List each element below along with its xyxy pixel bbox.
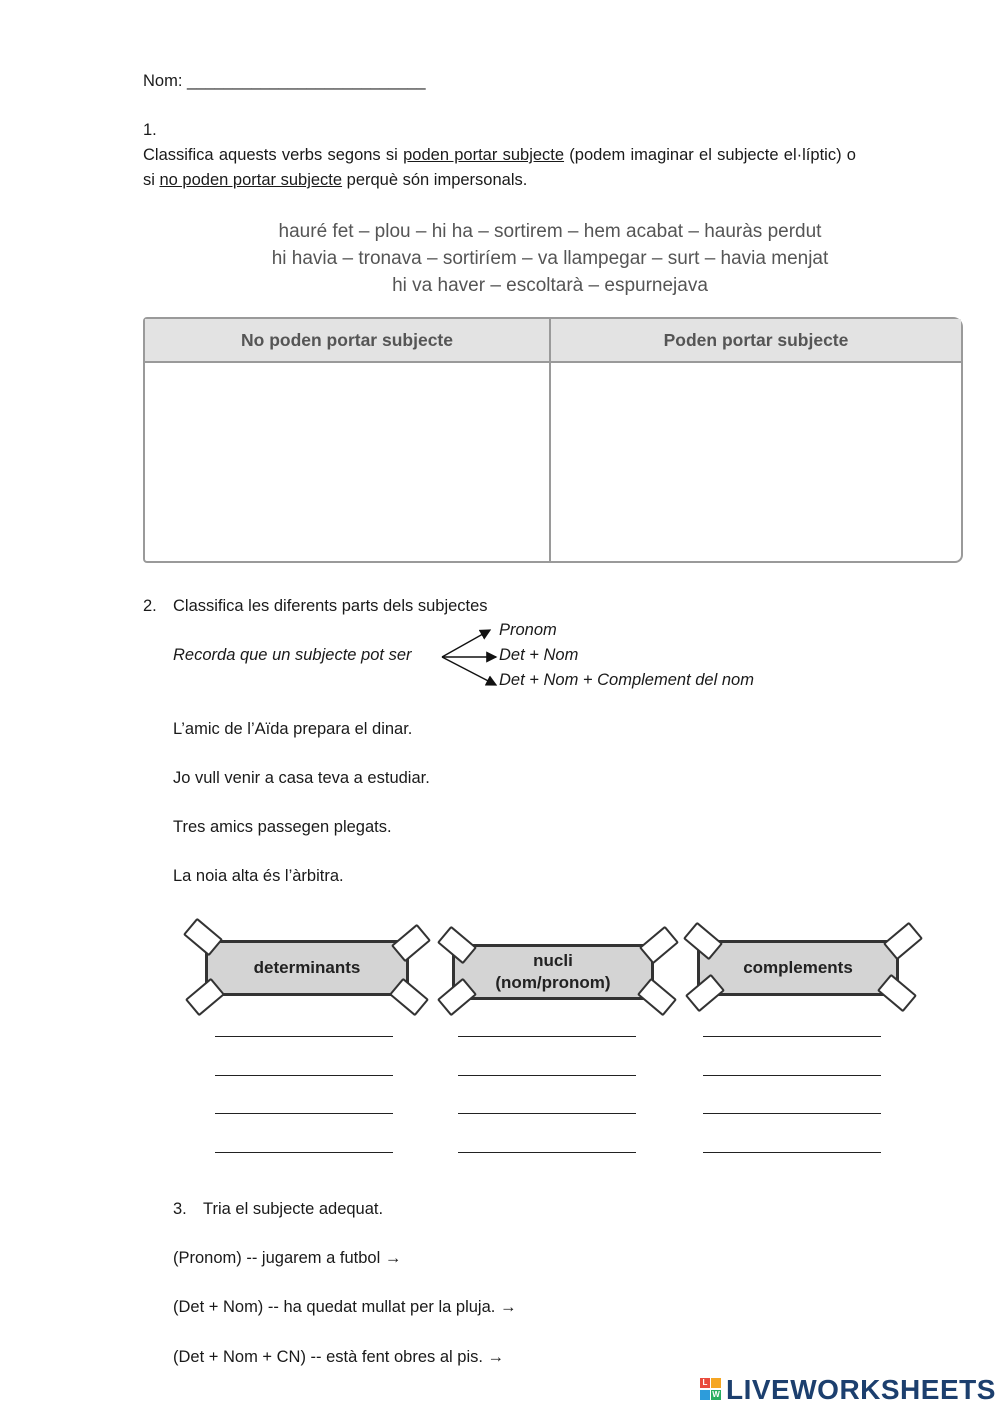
label-nucli <box>452 944 654 1000</box>
verb-line-2: hi havia – tronava – sortiríem – va llampegar – surt – havia menjat <box>271 248 829 269</box>
choice-item-3[interactable]: (Det + Nom + CN) -- està fent obres al pis. → <box>173 1348 505 1366</box>
sentence-4: La noia alta és l’àrbitra. <box>173 867 344 885</box>
col-cannot-have-subject: No poden portar subjecte <box>241 330 453 350</box>
nucli-line-2: (nom/pronom) <box>495 973 611 992</box>
verb-line-1: hauré fet – plou – hi ha – sortirem – hem acabat – hauràs perdut <box>278 221 822 242</box>
exercise3-number: 3. <box>173 1200 187 1218</box>
verb-line-3: hi va haver – escoltarà – espurnejava <box>392 275 708 296</box>
name-blank[interactable]: __________________________ <box>187 72 426 90</box>
answer-line-determinants[interactable] <box>215 1075 393 1076</box>
label-complements: complements <box>697 940 899 996</box>
sentence-1: L’amic de l’Aïda prepara el dinar. <box>173 720 413 738</box>
answer-cell-cannot[interactable] <box>145 363 549 559</box>
answer-line-nucli[interactable] <box>458 1152 636 1153</box>
sentence-2: Jo vull venir a casa teva a estudiar. <box>173 769 430 787</box>
sentence-3: Tres amics passegen plegats. <box>173 818 392 836</box>
branch-arrows <box>440 622 500 692</box>
underlined-can-have-subject: poden portar subjecte <box>403 146 565 164</box>
answer-line-nucli[interactable] <box>458 1036 636 1037</box>
name-label: Nom: <box>143 72 188 90</box>
exercise1-number: 1. <box>143 121 157 139</box>
exercise1-instruction: Classifica aquests verbs segons si poden portar subjecte (podem imaginar el subjecte el·líptic) o si no poden portar subjecte perquè són impersonals. <box>143 146 856 189</box>
col-can-have-subject: Poden portar subjecte <box>663 330 849 350</box>
table-header <box>145 319 961 363</box>
option-det-nom: Det + Nom <box>499 646 579 664</box>
answer-line-complements[interactable] <box>703 1075 881 1076</box>
brand-name: LIVEWORKSHEETS <box>726 1374 996 1405</box>
answer-cell-can[interactable] <box>551 363 961 559</box>
answer-line-determinants[interactable] <box>215 1036 393 1037</box>
label-determinants: determinants <box>205 940 409 996</box>
answer-line-determinants[interactable] <box>215 1152 393 1153</box>
choice-item-2[interactable]: (Det + Nom) -- ha quedat mullat per la pluja. → <box>173 1298 517 1316</box>
option-pronom: Pronom <box>499 621 557 639</box>
answer-line-complements[interactable] <box>703 1152 881 1153</box>
choice-item-1[interactable]: (Pronom) -- jugarem a futbol → <box>173 1249 402 1267</box>
name-row <box>143 69 426 94</box>
answer-line-complements[interactable] <box>703 1113 881 1114</box>
classification-table <box>143 317 963 563</box>
underlined-cannot-have-subject: no poden portar subjecte <box>159 171 343 189</box>
answer-line-determinants[interactable] <box>215 1113 393 1114</box>
liveworksheets-logo-icon: L W <box>700 1378 722 1402</box>
option-det-nom-cn: Det + Nom + Complement del nom <box>499 671 754 689</box>
nucli-line-1: nucli <box>533 951 573 970</box>
exercise2-instruction: Classifica les diferents parts dels subjectes <box>173 597 488 615</box>
exercise3-instruction: Tria el subjecte adequat. <box>203 1200 384 1218</box>
answer-line-nucli[interactable] <box>458 1113 636 1114</box>
answer-line-complements[interactable] <box>703 1036 881 1037</box>
answer-line-nucli[interactable] <box>458 1075 636 1076</box>
reminder-text: Recorda que un subjecte pot ser <box>173 646 412 664</box>
exercise2-number: 2. <box>143 597 157 615</box>
